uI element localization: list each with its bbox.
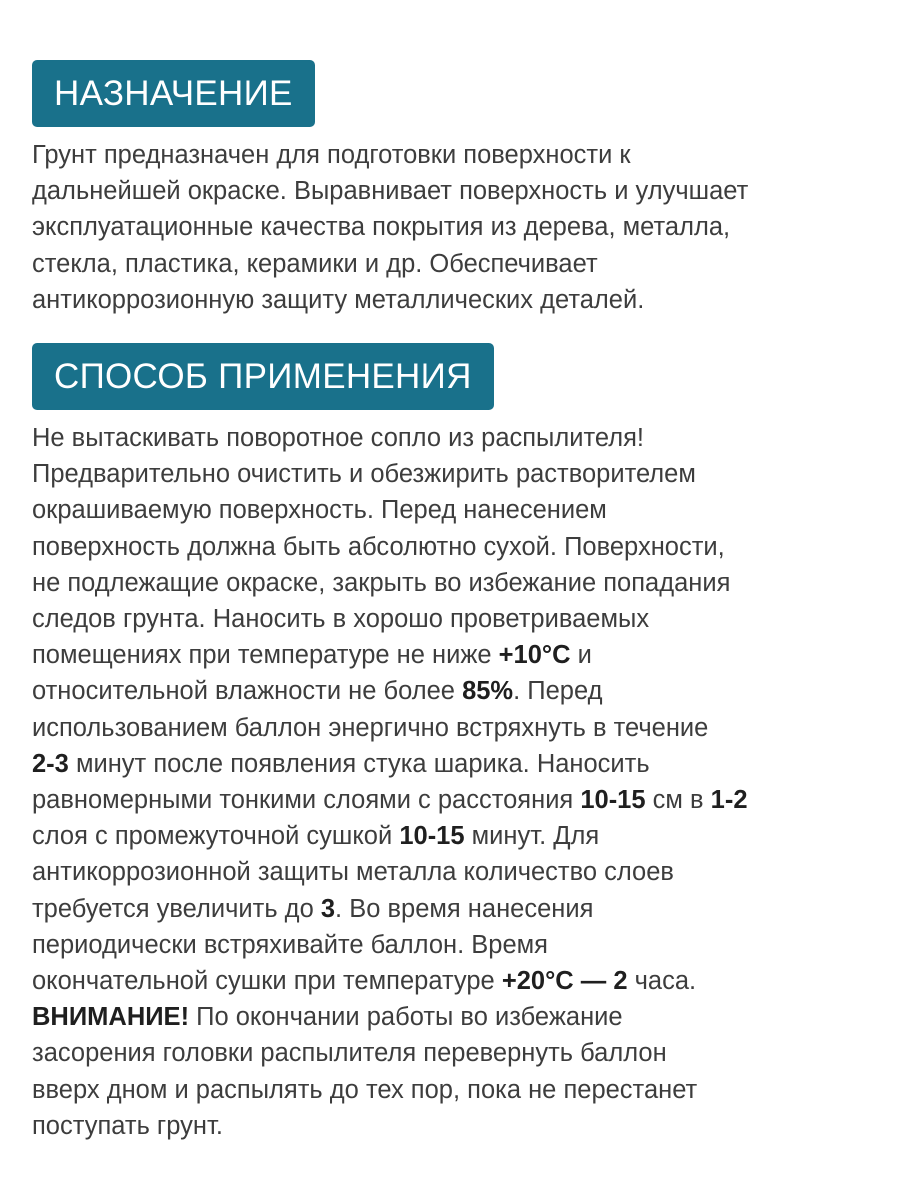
- emphasis-value: 3: [320, 894, 336, 923]
- text-line: [32, 529, 860, 565]
- usage-heading: СПОСОБ ПРИМЕНЕНИЯ: [32, 343, 494, 410]
- text-segment: минут после появления стука шарика. Наносить: [68, 749, 650, 778]
- text-segment: помещениях при температуре не ниже: [32, 641, 499, 670]
- purpose-text: [32, 137, 860, 318]
- text-segment: поступать грунт.: [32, 1111, 223, 1140]
- text-line: [32, 420, 860, 456]
- text-segment: вверх дном и распылять до тех пор, пока не перестанет: [32, 1075, 698, 1104]
- usage-text: [32, 420, 860, 1144]
- text-line: [32, 927, 860, 963]
- text-segment: см в: [645, 786, 711, 815]
- emphasis-value: +10°C: [498, 641, 571, 670]
- text-segment: не подлежащие окраске, закрыть во избежание попадания: [32, 568, 731, 597]
- text-line: [32, 1035, 860, 1071]
- emphasis-value: 1-2: [710, 786, 748, 815]
- text-line: эксплуатационные качества покрытия из дерева, металла,: [32, 213, 731, 242]
- text-line: Грунт предназначен для подготовки поверхности к: [32, 141, 631, 169]
- usage-section: [32, 343, 860, 1144]
- text-segment: использованием баллон энергично встряхнуть в течение: [32, 713, 709, 742]
- text-segment: . Во время нанесения: [335, 894, 594, 923]
- text-line: [32, 601, 860, 637]
- text-line: [32, 492, 860, 528]
- text-line: [32, 818, 860, 854]
- text-line: [32, 1108, 860, 1144]
- text-segment: засорения головки распылителя перевернуть баллон: [32, 1039, 667, 1068]
- text-segment: периодически встряхивайте баллон. Время: [32, 930, 548, 959]
- text-line: антикоррозионную защиту металлических деталей.: [32, 285, 645, 314]
- text-line: стекла, пластика, керамики и др. Обеспечивает: [32, 249, 598, 278]
- text-line: [32, 999, 860, 1035]
- emphasis-value: 2-3: [32, 749, 69, 778]
- text-line: [32, 673, 860, 709]
- text-line: [32, 746, 860, 782]
- text-segment: следов грунта. Наносить в хорошо проветриваемых: [32, 605, 650, 634]
- emphasis-value: 10-15: [399, 822, 465, 851]
- text-line: [32, 456, 860, 492]
- purpose-heading: НАЗНАЧЕНИЕ: [32, 60, 315, 127]
- text-segment: и: [570, 641, 592, 670]
- text-segment: окрашиваемую поверхность. Перед нанесением: [32, 496, 607, 525]
- text-segment: антикоррозионной защиты металла количество слоев: [32, 858, 674, 887]
- warning-label: ВНИМАНИЕ!: [32, 1003, 190, 1032]
- text-segment: поверхность должна быть абсолютно сухой. Поверхности,: [32, 532, 725, 561]
- text-line: [32, 782, 860, 818]
- text-segment: слоя с промежуточной сушкой: [32, 822, 400, 851]
- text-line: [32, 854, 860, 890]
- text-segment: По окончании работы во избежание: [189, 1003, 623, 1032]
- text-segment: часа.: [627, 967, 697, 996]
- text-line: дальнейшей окраске. Выравнивает поверхность и улучшает: [32, 177, 749, 206]
- text-segment: относительной влажности не более: [32, 677, 463, 706]
- text-line: [32, 637, 860, 673]
- text-line: [32, 963, 860, 999]
- text-segment: Не вытаскивать поворотное сопло из распылителя!: [32, 424, 645, 452]
- text-segment: минут. Для: [464, 822, 600, 851]
- text-segment: требуется увеличить до: [32, 894, 321, 923]
- text-segment: равномерными тонкими слоями с расстояния: [32, 786, 581, 815]
- emphasis-value: 85%: [462, 677, 514, 706]
- emphasis-value: +20°C — 2: [501, 967, 628, 996]
- emphasis-value: 10-15: [580, 786, 646, 815]
- text-segment: Предварительно очистить и обезжирить растворителем: [32, 460, 696, 489]
- text-segment: . Перед: [513, 677, 603, 706]
- text-line: [32, 1072, 860, 1108]
- text-line: [32, 710, 860, 746]
- text-line: [32, 565, 860, 601]
- text-segment: окончательной сушки при температуре: [32, 967, 502, 996]
- purpose-section: [32, 60, 860, 318]
- text-line: [32, 891, 860, 927]
